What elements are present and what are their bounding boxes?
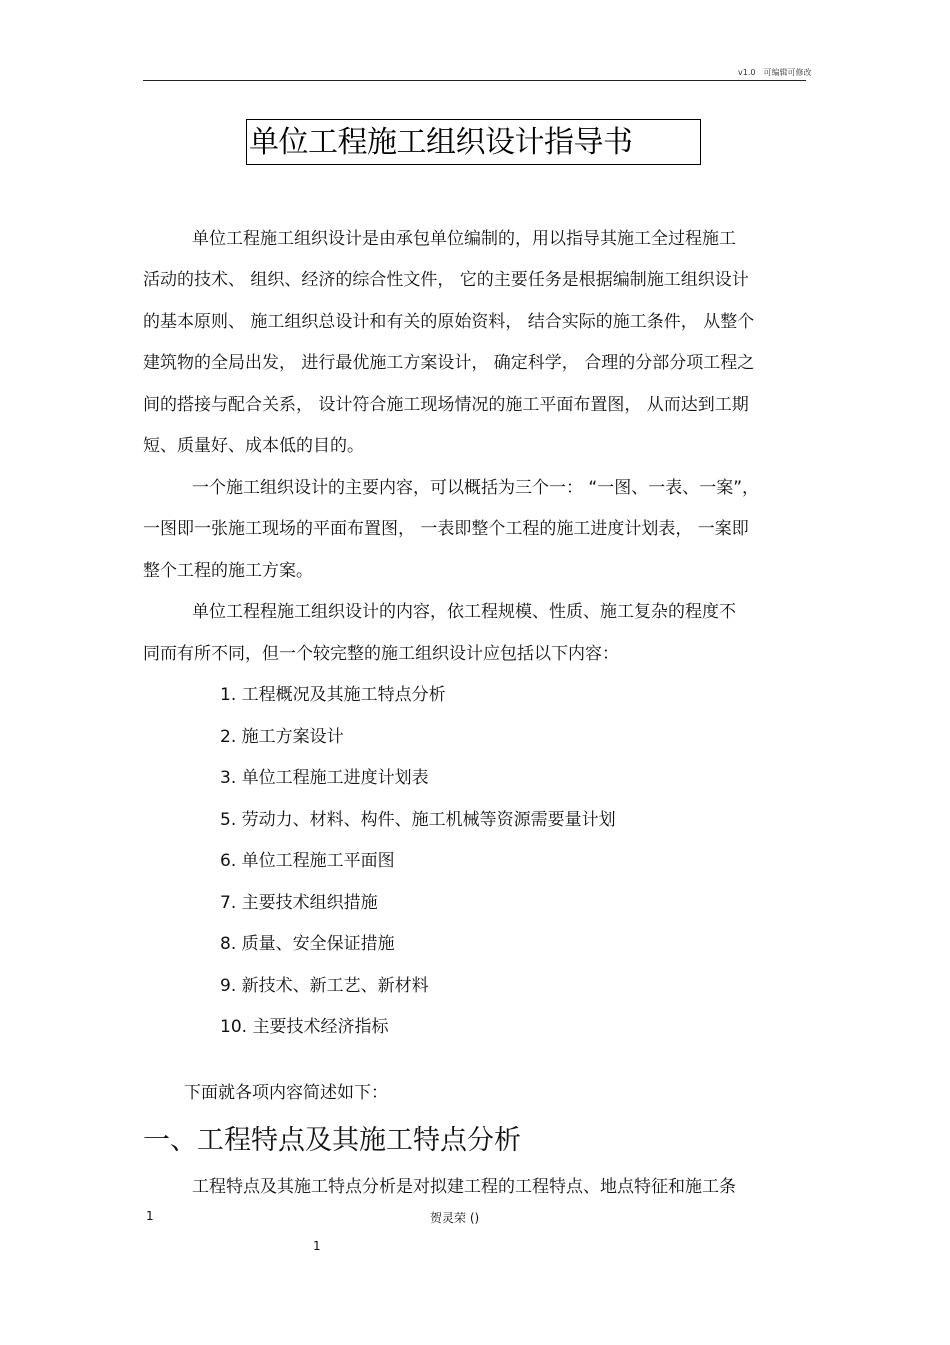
list-item: 2. 施工方案设计 (220, 727, 344, 747)
title-box (246, 119, 701, 165)
paragraph1-line: 活动的技术、 组织、经济的综合性文件， 它的主要任务是根据编制施工组织设计 (143, 270, 749, 290)
paragraph2-line: 一个施工组织设计的主要内容，可以概括为三个一： “一图、一表、一案”， (192, 478, 760, 498)
list-item: 5. 劳动力、材料、构件、施工机械等资源需要量计划 (220, 810, 616, 830)
list-item: 9. 新技术、新工艺、新材料 (220, 976, 429, 996)
paragraph3-line: 同而有所不同，但一个较完整的施工组织设计应包括以下内容： (143, 644, 619, 664)
footer-page-number-left: 1 (146, 1209, 154, 1223)
section1-text-line: 工程特点及其施工特点分析是对拟建工程的工程特点、地点特征和施工条 (192, 1177, 736, 1197)
list-item: 8. 质量、安全保证措施 (220, 934, 395, 954)
list-item: 3. 单位工程施工进度计划表 (220, 768, 429, 788)
header-version-note: v1.0 可编辑可修改 (738, 68, 812, 77)
paragraph2-line: 一图即一张施工现场的平面布置图， 一表即整个工程的施工进度计划表， 一案即 (143, 519, 749, 539)
paragraph1-line: 短、质量好、成本低的目的。 (143, 436, 364, 456)
footer-page-number-center: 1 (313, 1239, 321, 1253)
paragraph1-line: 单位工程施工组织设计是由承包单位编制的，用以指导其施工全过程施工 (192, 229, 736, 249)
list-item: 6. 单位工程施工平面图 (220, 851, 395, 871)
paragraph2-line: 整个工程的施工方案。 (143, 561, 313, 581)
paragraph1-line: 的基本原则、 施工组织总设计和有关的原始资料， 结合实际的施工条件， 从整个 (143, 312, 755, 332)
list-item: 7. 主要技术组织措施 (220, 893, 378, 913)
header-rule (143, 80, 806, 81)
list-item: 10. 主要技术经济指标 (220, 1017, 389, 1037)
paragraph1-line: 建筑物的全局出发， 进行最优施工方案设计， 确定科学， 合理的分部分项工程之 (143, 353, 755, 373)
intro-line: 下面就各项内容简述如下： (184, 1083, 388, 1103)
paragraph1-line: 间的搭接与配合关系， 设计符合施工现场情况的施工平面布置图， 从而达到工期 (143, 395, 749, 415)
paragraph3-line: 单位工程程施工组织设计的内容，依工程规模、性质、施工复杂的程度不 (192, 602, 736, 622)
document-title: 单位工程施工组织设计指导书 (249, 125, 633, 160)
footer-author: 贺灵荣 () (430, 1211, 480, 1225)
list-item: 1. 工程概况及其施工特点分析 (220, 685, 446, 705)
section-heading: 一、工程特点及其施工特点分析 (143, 1125, 521, 1156)
